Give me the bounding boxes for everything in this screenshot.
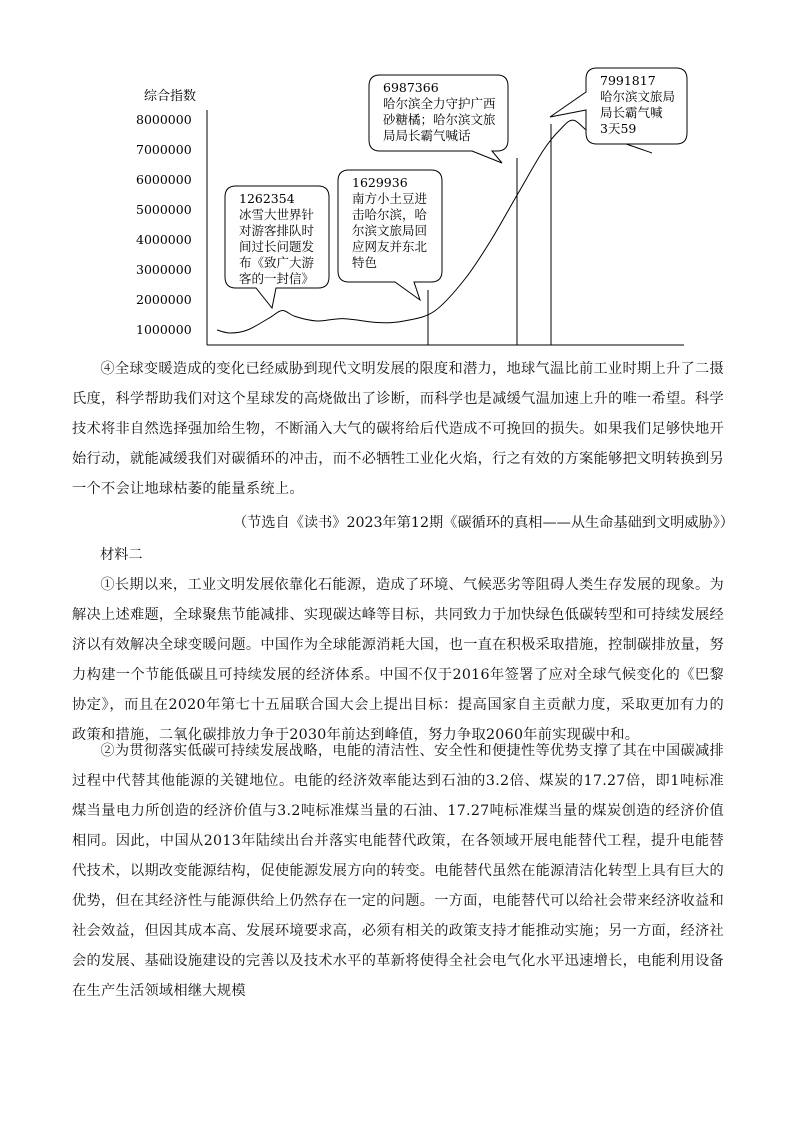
paragraph-4: ④全球变暖造成的变化已经威胁到现代文明发展的限度和潜力，地球气温比前工业时期上升了二摄氏度，科学帮助我们对这个星球发的高烧做出了诊断，而科学也是减缓气温加速上升的唯一希望。科学技术将非自然选择强加给生物，不断涌入大气的碳将给后代造成不可挽回的损失。如果我们足够快地开始行动，就能减缓我们对碳循环的冲击，而不必牺牲工业化火焰，行之有效的方案能够把文明转换到另一个不会让地球枯萎的能量系统上。	[72, 361, 724, 497]
annotation-callout	[369, 75, 508, 163]
y-tick-label: 7000000	[136, 142, 192, 157]
callout-text: 砂糖橘；哈尔滨文旅	[383, 112, 496, 127]
callout-text: 哈尔滨文旅局	[600, 89, 676, 104]
callout-value: 6987366	[383, 80, 439, 95]
callout-text: 3天59	[600, 121, 637, 136]
callout-text: 对游客排队时	[239, 223, 315, 238]
callout-text: 击哈尔滨，哈	[352, 207, 428, 222]
annotation-callout	[338, 170, 442, 300]
y-tick-label: 5000000	[136, 202, 192, 217]
material-2-paragraph-2: ②为贯彻落实低碳可持续发展战略，电能的清洁性、安全性和便捷性等优势支撑了其在中国碳减排过程中代替其他能源的关键地位。电能的经济效率能达到石油的3.2倍、煤炭的17.27倍，即1吨标准煤当量电力所创造的经济价值与3.2吨标准煤当量的石油、17.27吨标准煤当量的煤炭创造的经济价值相同。因此，中国从2013年陆续出台并落实电能替代政策，在各领域开展电能替代工程，提升电能替代技术，以期改变能源结构，促使能源发展方向的转变。电能替代虽然在能源清洁化转型上具有巨大的优势，但在其经济性与能源供给上仍然存在一定的问题。一方面，电能替代可以给社会带来经济收益和社会效益，但因其成本高、发展环境要求高，必须有相关的政策支持才能推动实施；另一方面，经济社会的发展、基础设施建设的完善以及技术水平的革新将使得全社会电气化水平迅速增长，电能利用设备在生产生活领域相继大规模	[72, 743, 724, 999]
y-tick-label: 6000000	[136, 172, 192, 187]
material-2-paragraph-1: ①长期以来，工业文明发展依靠化石能源，造成了环境、气候恶劣等阻碍人类生存发展的现象。为解决上述难题，全球聚焦节能减排、实现碳达峰等目标，共同致力于加快绿色低碳转型和可持续发展经济以有效解决全球变暖问题。中国作为全球能源消耗大国，也一直在积极采取措施，控制碳排放量，努力构建一个节能低碳且可持续发展的经济体系。中国不仅于2016年签署了应对全球气候变化的《巴黎协定》，而且在2020年第七十五届联合国大会上提出目标：提高国家自主贡献力度，采取更加有力的政策和措施，二氧化碳排放力争于2030年前达到峰值，努力争取2060年前实现碳中和。	[72, 577, 724, 743]
callout-text: 局局长霸气喊话	[383, 128, 471, 143]
y-axis-label: 综合指数	[144, 89, 197, 104]
y-tick-label: 8000000	[136, 112, 192, 127]
y-tick-label: 3000000	[136, 262, 192, 277]
callout-text: 布《致广大游	[239, 255, 315, 270]
annotation-callout	[550, 68, 687, 144]
callout-text: 尔滨文旅局回	[352, 223, 428, 238]
material-2-heading: 材料二	[100, 547, 143, 563]
callout-value: 1262354	[239, 191, 295, 206]
y-tick-label: 1000000	[136, 322, 192, 337]
callout-text: 间过长问题发	[239, 239, 315, 254]
annotation-callout	[225, 186, 329, 308]
callout-value: 7991817	[600, 73, 656, 88]
callout-text: 应网友并东北	[352, 239, 428, 254]
callout-text: 哈尔滨全力守护广西	[383, 96, 496, 111]
callout-text: 冰雪大世界针	[239, 207, 315, 222]
callout-text: 客的一封信》	[239, 271, 315, 286]
source-citation: （节选自《读书》2023年第12期《碳循环的真相——从生命基础到文明威胁》）	[232, 515, 734, 531]
callout-text: 特色	[352, 255, 378, 270]
callout-text: 南方小土豆进	[352, 191, 428, 206]
callout-text: 局长霸气喊	[600, 105, 663, 120]
index-line-chart	[0, 0, 794, 350]
y-tick-label: 2000000	[136, 292, 192, 307]
callout-value: 1629936	[352, 175, 408, 190]
y-tick-label: 4000000	[136, 232, 192, 247]
